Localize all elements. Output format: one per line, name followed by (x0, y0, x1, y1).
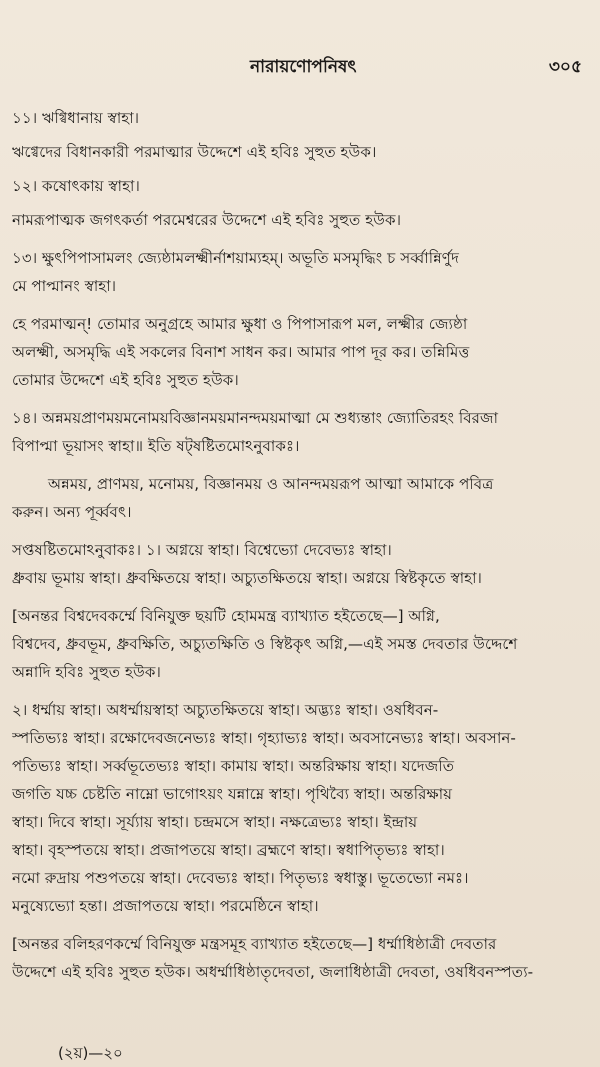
block-spacer (12, 592, 588, 602)
text-block-v13 (12, 244, 588, 300)
page-body (12, 104, 588, 986)
block-spacer (12, 686, 588, 696)
page-number: ৩০৫ (548, 57, 582, 77)
block-spacer (12, 394, 588, 404)
text-line: নামরূপাত্মক জগৎকর্তা পরমেশ্বরের উদ্দেশে এই হবিঃ সুহুত হউক। (12, 211, 402, 229)
page-title: নারায়ণোপনিষৎ (250, 57, 357, 77)
block-spacer (12, 460, 588, 470)
text-line: উদ্দেশে এই হবিঃ সুহুত হউক। অধর্ম্মাধিষ্ঠাতৃদেবতা, জলাধিষ্ঠাত্রী দেবতা, ওষধিবনস্পত্য- (12, 963, 534, 981)
text-block-t67 (12, 602, 588, 686)
block-spacer (12, 920, 588, 930)
signature-mark: (২য়)—২০ (58, 1044, 123, 1062)
text-block-t2 (12, 930, 588, 986)
text-block-v2 (12, 696, 588, 920)
text-line: [অনন্তর বিশ্বদেবকর্ম্মে বিনিযুক্ত ছয়টি হোমমন্ত্র ব্যাখ্যাত হইতেছে—] অগ্নি, (12, 607, 440, 625)
text-line: স্বাহা। বৃহস্পতয়ে স্বাহা। প্রজাপতয়ে স্বাহা। ব্রহ্মণে স্বাহা। স্বধাপিতৃভ্যঃ স্বাহা। (12, 841, 445, 859)
text-line: ১১। ঋগ্বিধানায় স্বাহা। (12, 109, 140, 127)
text-block-t13 (12, 310, 588, 394)
text-line: বিপাপ্মা ভূয়াসং স্বাহা॥ ইতি ষট্‌ষষ্টিতমোঽনুবাকঃ। (12, 437, 300, 455)
text-line: করুন। অন্য পূর্ব্ববৎ। (12, 503, 132, 521)
text-block-t12 (12, 206, 588, 234)
text-line: ধ্রুবায় ভূমায় স্বাহা। ধ্রুবক্ষিতয়ে স্বাহা। অচ্যুতক্ষিতয়ে স্বাহা। অগ্নয়ে স্বিষ্টকৃতে স্বাহা। (12, 569, 482, 587)
text-line: হে পরমাত্মন্! তোমার অনুগ্রহে আমার ক্ষুধা ও পিপাসারূপ মল, লক্ষ্মীর জ্যেষ্ঠা (12, 315, 468, 333)
text-block-v14 (12, 404, 588, 460)
text-block-v67 (12, 536, 588, 592)
page-header (0, 54, 600, 82)
text-line: সপ্তষষ্টিতমোঽনুবাকঃ। ১। অগ্নয়ে স্বাহা। বিশ্বেভ্যো দেবেভ্যঃ স্বাহা। (12, 541, 392, 559)
text-line: নমো রুদ্রায় পশুপতয়ে স্বাহা। দেবেভ্যঃ স্বাহা। পিতৃভ্যঃ স্বধাস্তু। ভূতেভ্যো নমঃ। (12, 869, 469, 887)
text-line: স্বাহা। দিবে স্বাহা। সূর্য্যায় স্বাহা। চন্দ্রমসে স্বাহা। নক্ষত্রেভ্যঃ স্বাহা। ইন্দ্রায় (12, 813, 418, 831)
text-line: জগতি যচ্চ চেষ্টতি নাম্নো ভাগোঽয়ং যন্নাম্নে স্বাহা। পৃথিব্যৈ স্বাহা। অন্তরিক্ষায় (12, 785, 453, 803)
text-line: ১৪। অন্নময়প্রাণময়মনোময়বিজ্ঞানময়মানন্দময়মাত্মা মে শুধ্যন্তাং জ্যোতিরহং বিরজা (12, 409, 499, 427)
text-block-t14 (12, 470, 588, 526)
text-line: মনুষ্যেভ্যো হন্তা। প্রজাপতয়ে স্বাহা। পরমেষ্ঠিনে স্বাহা। (12, 897, 319, 915)
text-line: ১৩। ক্ষুৎপিপাসামলং জ্যেষ্ঠামলক্ষ্মীর্নাশয়াম্যহম্। অভূতি মসমৃদ্ধিং চ সর্ব্বান্নির্ণুদ (12, 249, 459, 267)
text-line: পতিভ্যঃ স্বাহা। সর্ব্বভূতেভ্যঃ স্বাহা। কামায় স্বাহা। অন্তরিক্ষায় স্বাহা। যদেজতি (12, 757, 455, 775)
text-line: মে পাপ্মানং স্বাহা। (12, 277, 117, 295)
text-block-t11 (12, 138, 588, 166)
text-line: [অনন্তর বলিহরণকর্ম্মে বিনিযুক্ত মন্ত্রসমূহ ব্যাখ্যাত হইতেছে—] ধর্ম্মাধিষ্ঠাত্রী দেবতার (12, 935, 497, 953)
block-spacer (12, 526, 588, 536)
text-line: তোমার উদ্দেশে এই হবিঃ সুহুত হউক। (12, 371, 239, 389)
text-block-v12 (12, 172, 588, 200)
text-line: ২। ধর্ম্মায় স্বাহা। অধর্ম্মায়স্বাহা অচ্যুতক্ষিতয়ে স্বাহা। অদ্ভ্যঃ স্বাহা। ওষধিবন- (12, 701, 439, 719)
block-spacer (12, 234, 588, 244)
text-block-v11 (12, 104, 588, 132)
text-line: অন্নময়, প্রাণময়, মনোময়, বিজ্ঞানময় ও আনন্দময়রূপ আত্মা আমাকে পবিত্র (48, 475, 494, 493)
text-line: অলক্ষ্মী, অসমৃদ্ধি এই সকলের বিনাশ সাধন কর। আমার পাপ দূর কর। তন্নিমিত্ত (12, 343, 470, 361)
text-line: ১২। কষোৎকায় স্বাহা। (12, 177, 140, 195)
text-line: বিশ্বদেব, ধ্রুবভূম, ধ্রুবক্ষিতি, অচ্যুতক্ষিতি ও স্বিষ্টকৃৎ অগ্নি,—এই সমস্ত দেবতার উদ্দেশে (12, 635, 518, 653)
block-spacer (12, 300, 588, 310)
text-line: অন্নাদি হবিঃ সুহুত হউক। (12, 663, 161, 681)
text-line: স্পতিভ্যঃ স্বাহা। রক্ষোদেবজনেভ্যঃ স্বাহা। গৃহ্যাভ্যঃ স্বাহা। অবসানেভ্যঃ স্বাহা। অবসান- (12, 729, 516, 747)
text-line: ঋগ্বেদের বিধানকারী পরমাত্মার উদ্দেশে এই হবিঃ সুহুত হউক। (12, 143, 377, 161)
